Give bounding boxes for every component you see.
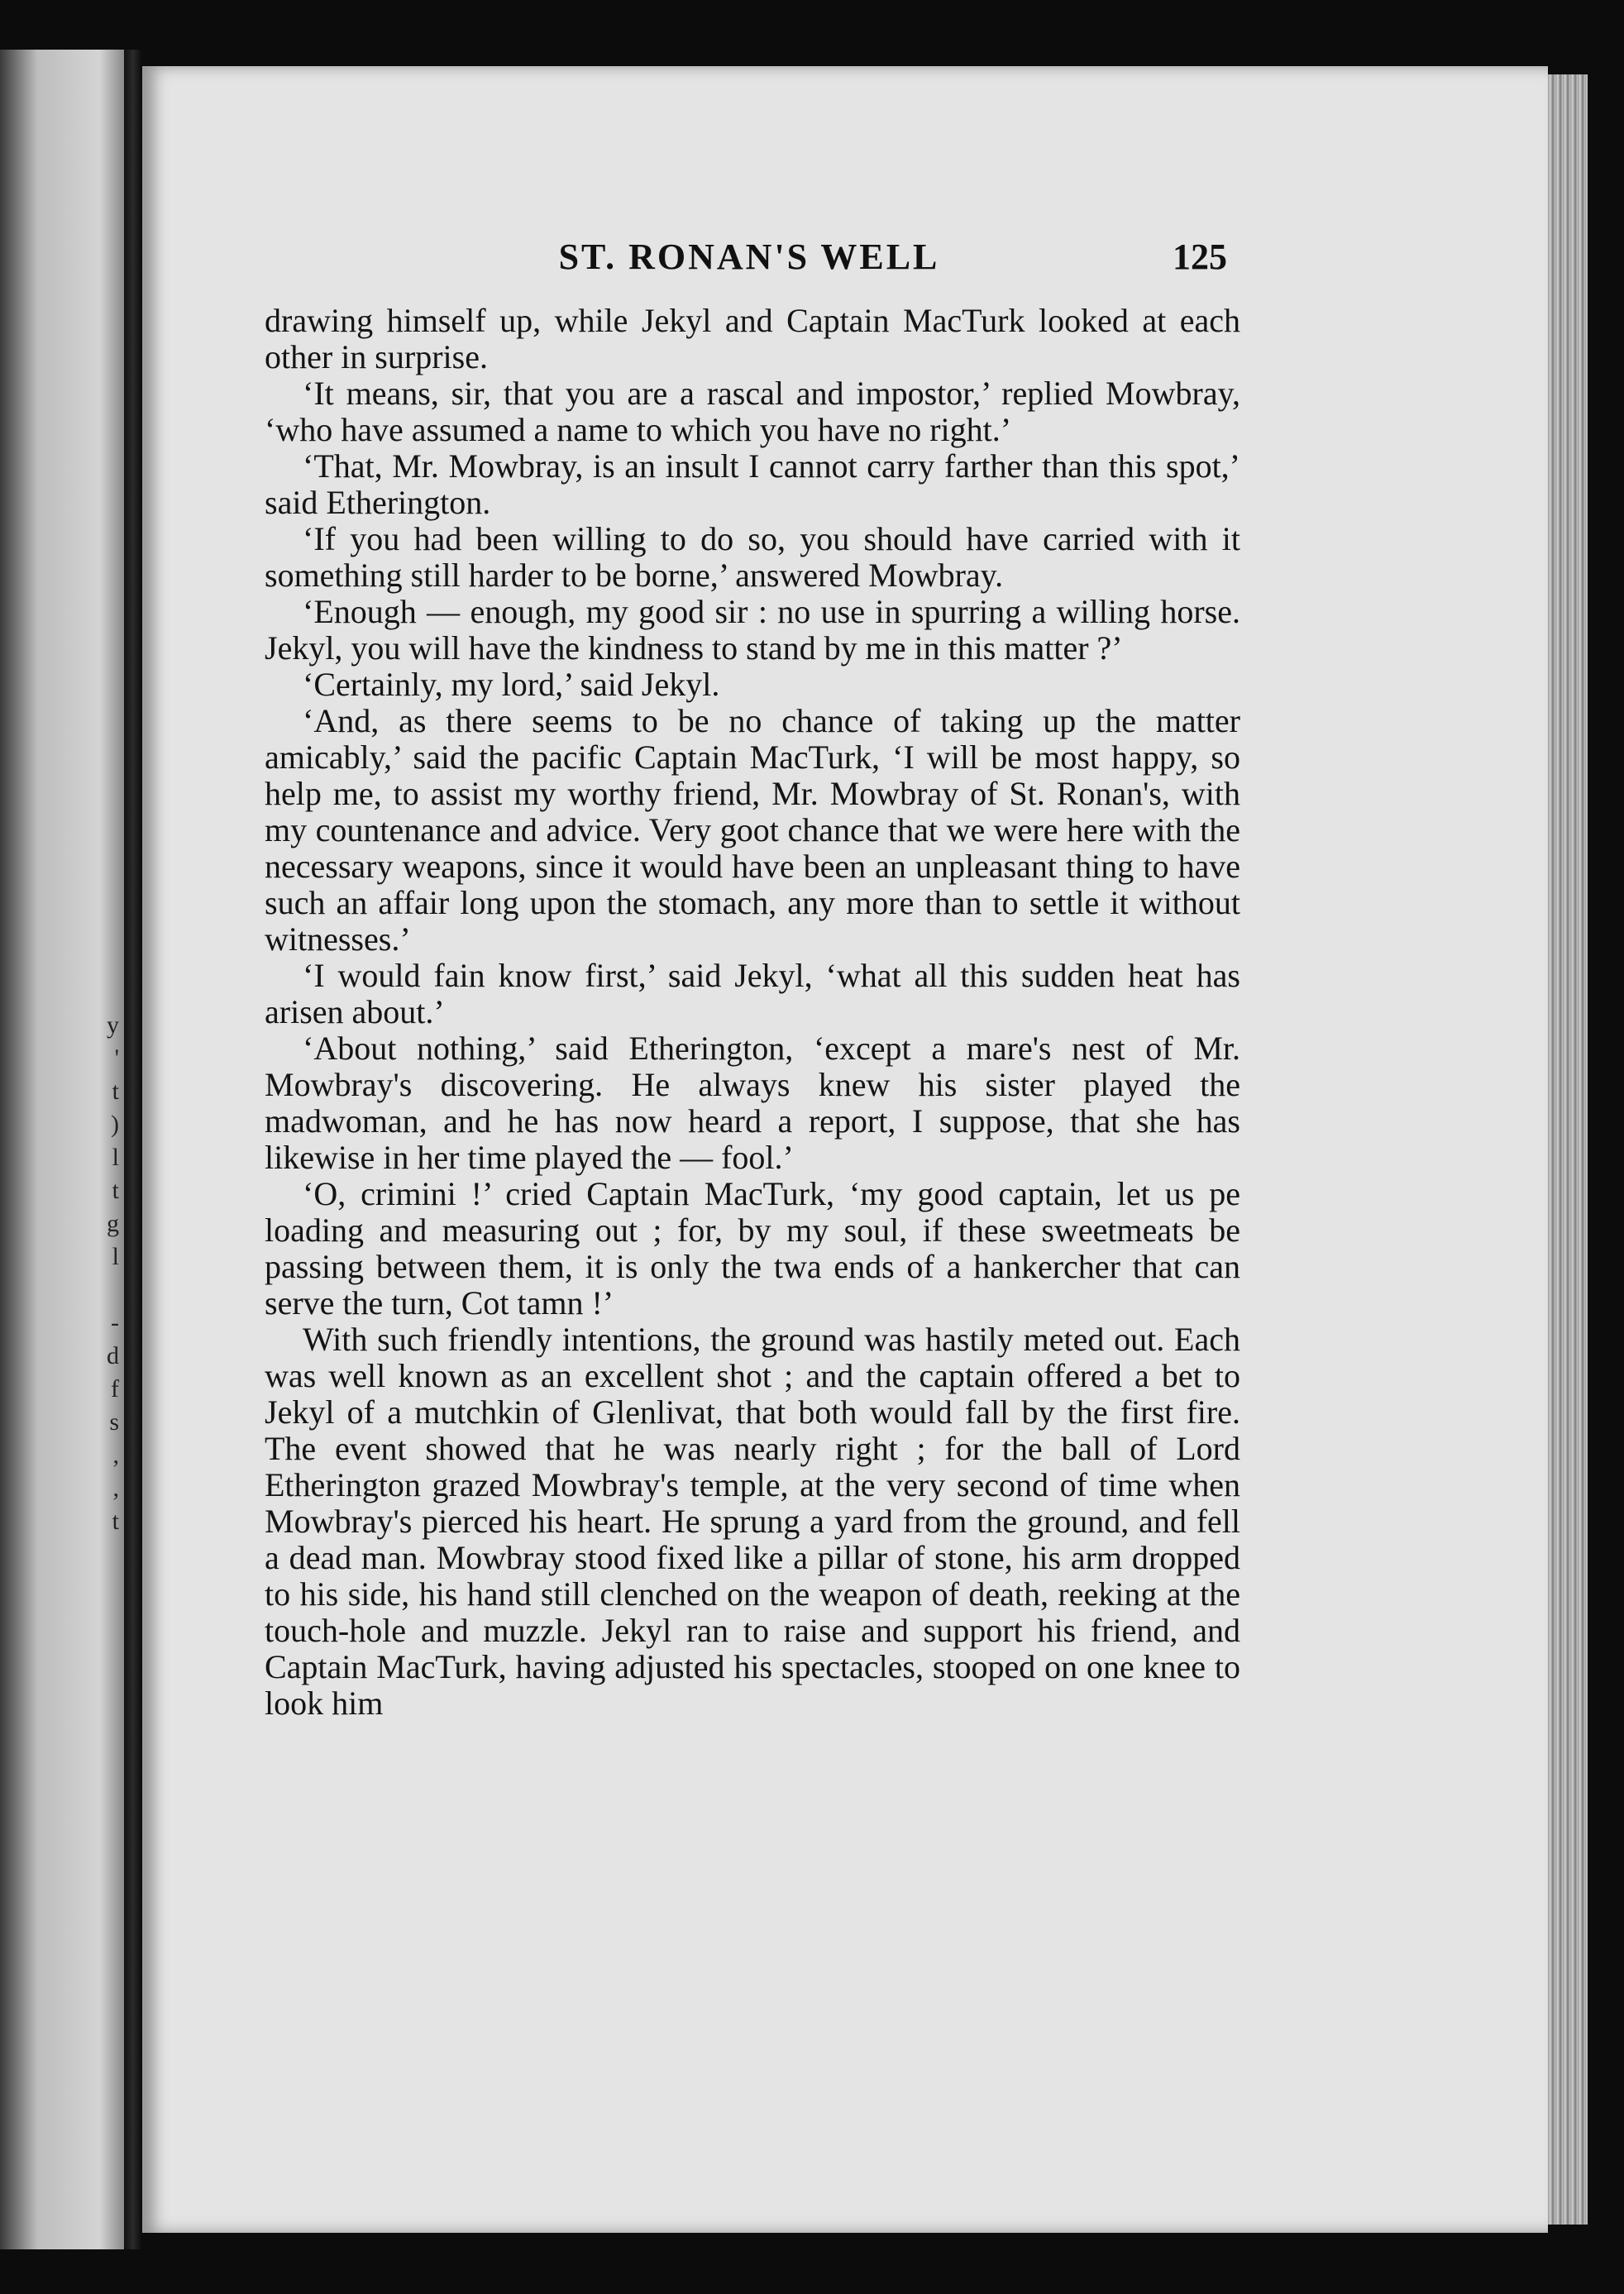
paragraph: ‘I would fain know first,’ said Jekyl, ‘what all this sudden heat has arisen about.’	[265, 957, 1240, 1030]
facing-page-text-fragments: y ' t ) l t g l - d f s , , t	[107, 1011, 119, 1535]
book-spine-shadow	[124, 50, 142, 2249]
running-title: ST. RONAN'S WELL	[558, 237, 940, 277]
paragraph: ‘That, Mr. Mowbray, is an insult I cannot carry farther than this spot,’ said Etherington.	[265, 447, 1240, 521]
paragraph: ‘Certainly, my lord,’ said Jekyl.	[303, 666, 720, 703]
paragraph: ‘And, as there seems to be no chance of taking up the matter amicably,’ said the pacific Captain MacTurk, ‘I will be most happy, so help me, to assist my worthy friend, Mr. Mowbray of St. Ronan's, with my countenance and advice. Very goot chance that we were here with the necessary weapons, since it would have been an unpleasant thing to have such an affair long upon the stomach, any more than to settle it without witnesses.’	[265, 702, 1240, 958]
paragraph: drawing himself up, while Jekyl and Captain MacTurk looked at each other in surprise.	[265, 302, 1240, 375]
paragraph: ‘Enough — enough, my good sir : no use in spurring a willing horse. Jekyl, you will have the kindness to stand by me in this matter ?’	[265, 593, 1240, 667]
paragraph: ‘About nothing,’ said Etherington, ‘except a mare's nest of Mr. Mowbray's discovering. He always knew his sister played the madwoman, and he has now heard a report, I suppose, that she has likewise in her time played the — fool.’	[265, 1030, 1240, 1176]
paragraph: ‘O, crimini !’ cried Captain MacTurk, ‘my good captain, let us pe loading and measuring out ; for, by my soul, if these sweetmeats be passing between them, it is only the twa ends of a hankercher that can serve the turn, Cot tamn !’	[265, 1175, 1240, 1321]
paragraph: ‘If you had been willing to do so, you should have carried with it something still harder to be borne,’ answered Mowbray.	[265, 520, 1240, 594]
page-number: 125	[1173, 237, 1227, 277]
paragraph: ‘It means, sir, that you are a rascal and impostor,’ replied Mowbray, ‘who have assumed a name to which you have no right.’	[265, 375, 1240, 448]
page-stack-edge	[1548, 74, 1588, 2225]
paragraph: With such friendly intentions, the ground was hastily meted out. Each was well known as an excellent shot ; and the captain offered a bet to Jekyl of a mutchkin of Glenlivat, that both would fall by the first fire. The event showed that he was nearly right ; for the ball of Lord Etherington grazed Mowbray's temple, at the very second of time when Mowbray's pierced his heart. He sprung a yard from the ground, and fell a dead man. Mowbray stood fixed like a pillar of stone, his arm dropped to his side, his hand still clenched on the weapon of death, reeking at the touch-hole and muzzle. Jekyl ran to raise and support his friend, and Captain MacTurk, having adjusted his spectacles, stooped on one knee to look him	[265, 1321, 1240, 1722]
running-header	[271, 236, 1227, 285]
body-text	[265, 303, 1240, 1722]
facing-page-edge	[0, 50, 124, 2249]
